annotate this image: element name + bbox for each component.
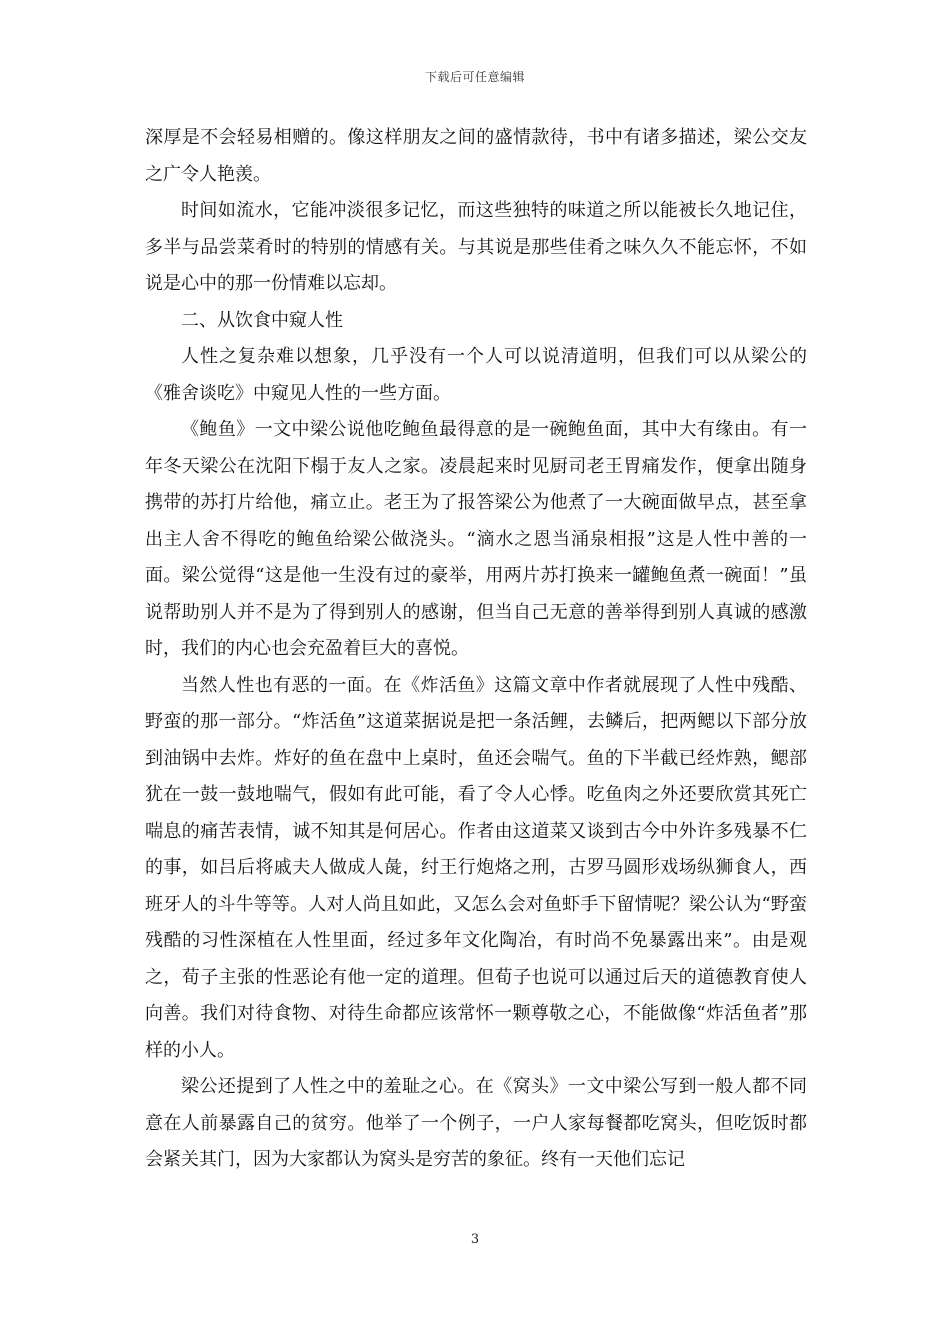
header-note: 下载后可任意编辑 — [424, 70, 525, 84]
paragraph: 时间如流水，它能冲淡很多记忆，而这些独特的味道之所以能被长久地记住，多半与品尝菜肴时的特别的情感有关。与其说是那些佳肴之味久久不能忘怀，不如说是心中的那一份情难以忘却。 — [145, 200, 807, 294]
paragraph: 当然人性也有恶的一面。在《炸活鱼》这篇文章中作者就展现了人性中残酷、野蛮的那一部分。“炸活鱼”这道菜据说是把一条活鲤，去鳞后，把两鳃以下部分放到油锅中去炸。炸好的鱼在盘中上桌时，鱼还会喘气。鱼的下半截已经炸熟，鳃部犹在一鼓一鼓地喘气，假如有此可能，看了令人心悸。吃鱼肉之外还要欣赏其死亡喘息的痛苦表情，诚不知其是何居心。作者由这道菜又谈到古今中外许多残暴不仁的事，如吕后将戚夫人做成人彘，纣王行炮烙之刑，古罗马圆形戏场纵狮食人，西班牙人的斗牛等等。人对人尚且如此，又怎么会对鱼虾手下留情呢？梁公认为“野蛮残酷的习性深植在人性里面，经过多年文化陶冶，有时尚不免暴露出来”。由是观之，荀子主张的性恶论有他一定的道理。但荀子也说可以通过后天的道德教育使人向善。我们对待食物、对待生命都应该常怀一颗尊敬之心，不能做像“炸活鱼者”那样的小人。 — [145, 674, 807, 1061]
paragraph: 人性之复杂难以想象，几乎没有一个人可以说清道明，但我们可以从梁公的《雅舍谈吃》中窥见人性的一些方面。 — [145, 346, 807, 404]
document-body — [145, 120, 807, 1179]
paragraph-continuation: 深厚是不会轻易相赠的。像这样朋友之间的盛情款待，书中有诸多描述，梁公交友之广令人艳羡。 — [145, 127, 807, 185]
paragraph: 《鲍鱼》一文中梁公说他吃鲍鱼最得意的是一碗鲍鱼面，其中大有缘由。有一年冬天梁公在沈阳下榻于友人之家。凌晨起来时见厨司老王胃痛发作，便拿出随身携带的苏打片给他，痛立止。老王为了报答梁公为他煮了一大碗面做早点，甚至拿出主人舍不得吃的鲍鱼给梁公做浇头。“滴水之恩当涌泉相报”这是人性中善的一面。梁公觉得“这是他一生没有过的豪举，用两片苏打换来一罐鲍鱼煮一碗面！”虽说帮助别人并不是为了得到别人的感谢，但当自己无意的善举得到别人真诚的感激时，我们的内心也会充盈着巨大的喜悦。 — [145, 419, 807, 659]
page-number: 3 — [470, 1232, 480, 1247]
section-heading: 二、从饮食中窥人性 — [181, 309, 343, 331]
paragraph: 梁公还提到了人性之中的羞耻之心。在《窝头》一文中梁公写到一般人都不同意在人前暴露自己的贫穷。他举了一个例子，一户人家每餐都吃窝头，但吃饭时都会紧关其门，因为大家都认为窝头是穷苦的象征。终有一天他们忘记 — [145, 1076, 807, 1170]
